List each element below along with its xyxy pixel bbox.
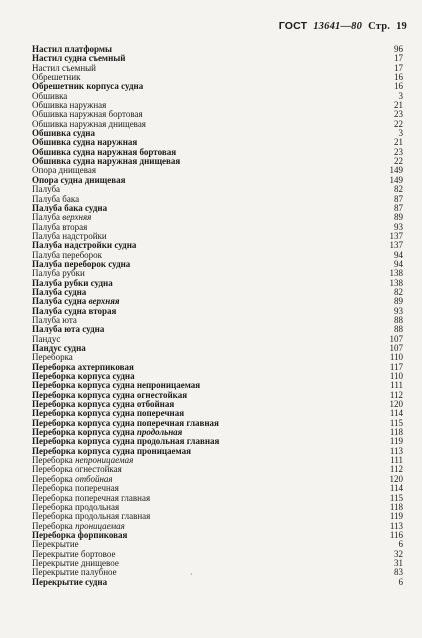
- entry-page-number: 107: [389, 343, 403, 353]
- entry-term-italic-part: проницаемая: [75, 520, 125, 531]
- entry-term-part: Палуба переборок: [32, 249, 103, 260]
- entry-term-part: Палуба: [32, 212, 63, 223]
- entry-page-number: 115: [389, 492, 403, 503]
- entry-term-part: Переборка форпиковая: [32, 529, 128, 540]
- entry-page-number: 113: [389, 445, 403, 456]
- entry-page-number: 87: [394, 202, 403, 213]
- entry-term-part: Пандус судна: [32, 343, 86, 353]
- entry-page-number: 114: [389, 408, 403, 419]
- entry-page-number: 82: [394, 286, 403, 297]
- entry-page-number: 120: [389, 473, 403, 484]
- entry-term-italic-part: продольная: [136, 427, 183, 438]
- entry-term-part: Палуба рубки судна: [32, 277, 113, 288]
- entry-page-number: 117: [389, 361, 403, 372]
- entry-page-number: 22: [394, 118, 403, 129]
- entry-term-part: Настил судна съемный: [32, 53, 126, 64]
- entry-page-number: 88: [394, 314, 403, 325]
- entry-term-part: Переборка корпуса судна непроницаемая: [32, 380, 201, 391]
- entry-term-part: Палуба переборок судна: [32, 258, 131, 269]
- index-entry: [32, 335, 403, 344]
- entry-page-number: 16: [394, 81, 403, 92]
- entry-term-part: Обрешетник: [32, 72, 81, 83]
- entry-term-part: Палуба надстройки: [32, 230, 107, 241]
- entry-term-part: Палуба судна: [32, 286, 87, 297]
- entry-term-part: Палуба юта судна: [32, 324, 105, 335]
- entry-term-part: Обрешетник корпуса судна: [32, 81, 144, 92]
- page-header: [279, 20, 407, 32]
- entry-page-number: 110: [389, 352, 403, 363]
- entry-page-number: 112: [389, 389, 403, 400]
- entry-page-number: 17: [394, 62, 403, 73]
- entry-page-number: 111: [390, 380, 403, 391]
- index-entry: [32, 82, 403, 91]
- entry-term-part: Опора судна днищевая: [32, 174, 126, 185]
- entry-page-number: 88: [394, 324, 403, 335]
- entry-page-number: 113: [389, 520, 403, 531]
- entry-term-part: Палуба бака судна: [32, 202, 108, 213]
- entry-page-number: 115: [389, 417, 403, 428]
- entry-page-number: 31: [394, 557, 403, 568]
- entry-term-part: Обшивка судна наружная: [32, 137, 138, 148]
- entry-term-part: Палуба вторая: [32, 221, 88, 232]
- entry-term-part: Перекрытие палубное: [32, 567, 117, 578]
- entry-page-number: 82: [394, 184, 403, 195]
- entry-page-number: 23: [394, 109, 403, 120]
- index-entry: [32, 307, 403, 316]
- entry-term-part: Перекрытие судна: [32, 576, 108, 587]
- entry-term-part: Переборка: [32, 473, 76, 484]
- entry-page-number: 87: [394, 193, 403, 204]
- entry-term-part: Перекрытие: [32, 539, 79, 550]
- entry-page-number: 3: [398, 128, 403, 139]
- entry-term-part: Переборка: [32, 455, 76, 466]
- index-entry: [32, 531, 403, 540]
- entry-term: [32, 578, 107, 587]
- entry-page-number: 114: [389, 483, 403, 494]
- entry-term-part: Переборка корпуса судна отбойная: [32, 399, 175, 410]
- entry-term-part: Обшивка наружная днищевая: [32, 118, 146, 129]
- entry-page-number: 23: [394, 146, 403, 157]
- entry-term-part: Переборка ахтерпиковая: [32, 361, 134, 372]
- entry-page-number: 6: [398, 576, 403, 587]
- entry-term-part: Обшивка наружная бортовая: [32, 109, 143, 120]
- entry-page-number: 119: [389, 436, 403, 447]
- entry-page-number: 17: [394, 53, 403, 64]
- index-entry: [32, 578, 403, 587]
- index-list: [32, 45, 403, 587]
- index-entry: [32, 64, 403, 73]
- entry-term-italic-part: отбойная: [75, 473, 113, 484]
- entry-term-part: Переборка огнестойкая: [32, 464, 122, 475]
- entry-page-number: 32: [394, 548, 403, 559]
- entry-page-number: 6: [398, 539, 403, 550]
- standard-label: ГОСТ: [278, 20, 308, 32]
- entry-page-number: 3: [398, 90, 403, 101]
- entry-page-number: 96: [394, 44, 403, 54]
- index-entry: [32, 279, 403, 288]
- entry-page-number: 110: [389, 371, 403, 382]
- entry-page-number: 119: [389, 511, 403, 522]
- entry-term-part: Переборка корпуса судна: [32, 427, 137, 438]
- entry-term-part: Переборка корпуса судна проницаемая: [32, 445, 191, 456]
- entry-term-part: Переборка корпуса судна поперечная главная: [32, 417, 219, 428]
- entry-page-number: 149: [389, 174, 403, 185]
- page-number: 19: [396, 21, 407, 32]
- entry-page-number: 138: [389, 268, 403, 279]
- entry-page-number: 137: [389, 240, 403, 251]
- entry-page-number: 21: [394, 100, 403, 111]
- entry-term-part: Обшивка судна наружная бортовая: [32, 146, 177, 157]
- entry-term-part: Палуба судна: [32, 296, 89, 307]
- entry-term-part: Переборка продольная главная: [32, 511, 151, 522]
- entry-term-part: Обшивка: [32, 90, 68, 101]
- entry-term-part: Настил платформы: [32, 44, 113, 54]
- index-entry: [32, 260, 403, 269]
- entry-page-number: 138: [389, 277, 403, 288]
- index-entry: [32, 213, 403, 222]
- entry-term-part: Обшивка наружная: [32, 100, 107, 111]
- page-label: Стр.: [368, 21, 391, 32]
- entry-page-number: 16: [394, 72, 403, 83]
- entry-term-part: Переборка корпуса судна продольная главная: [32, 436, 220, 447]
- entry-term-italic-part: верхняя: [62, 212, 92, 223]
- entry-page-number: 149: [389, 165, 403, 176]
- entry-term-part: Палуба: [32, 184, 61, 195]
- entry-page-number: 137: [389, 230, 403, 241]
- standard-number: 13641—80: [313, 21, 363, 32]
- entry-term-part: Переборка: [32, 520, 76, 531]
- entry-term-part: Перекрытие бортовое: [32, 548, 116, 559]
- entry-term-part: Пандус: [32, 333, 61, 344]
- entry-page-number: 21: [394, 137, 403, 148]
- index-entry: [32, 185, 403, 194]
- entry-page-number: 94: [394, 258, 403, 269]
- entry-page-number: 112: [389, 464, 403, 475]
- entry-term-part: Переборка корпуса судна: [32, 371, 135, 382]
- entry-term-part: Переборка корпуса судна поперечная: [32, 408, 185, 419]
- entry-page-number: 118: [389, 427, 403, 438]
- entry-page-number: 120: [389, 399, 403, 410]
- entry-term-part: Опора днищевая: [32, 165, 96, 176]
- entry-page-number: 94: [394, 249, 403, 260]
- entry-term-part: Перекрытие днищевое: [32, 557, 119, 568]
- entry-term-part: Настил съемный: [32, 62, 96, 73]
- entry-page-number: 116: [389, 529, 403, 540]
- entry-term-part: Обшивка судна наружная днищевая: [32, 156, 181, 167]
- entry-term-part: Переборка поперечная: [32, 483, 119, 494]
- entry-term-part: Обшивка судна: [32, 128, 95, 139]
- entry-page-number: 107: [389, 333, 403, 344]
- scan-dot-mark: ·: [190, 570, 193, 579]
- entry-term-part: Переборка поперечная главная: [32, 492, 151, 503]
- entry-page-number: 118: [389, 501, 403, 512]
- entry-term-part: Палуба судна вторая: [32, 305, 117, 316]
- entry-page-number: 93: [394, 221, 403, 232]
- entry-term-part: Переборка продольная: [32, 501, 120, 512]
- entry-term-part: Переборка: [32, 352, 73, 363]
- entry-term-part: Переборка корпуса судна огнестойкая: [32, 389, 188, 400]
- index-entry: [32, 176, 403, 185]
- entry-page-number: 89: [394, 296, 403, 307]
- index-entry: [32, 344, 403, 353]
- entry-term-part: Палуба рубки: [32, 268, 85, 279]
- entry-term-italic-part: верхняя: [88, 296, 120, 307]
- index-entry: [32, 325, 403, 334]
- entry-term-part: Палуба юта: [32, 314, 77, 325]
- entry-page-number: 111: [390, 455, 403, 466]
- entry-term-italic-part: непроницаемая: [75, 455, 134, 466]
- entry-page-number: 89: [394, 212, 403, 223]
- entry-page-number: 22: [394, 156, 403, 167]
- entry-term-part: Палуба бака: [32, 193, 80, 204]
- entry-page-number: 93: [394, 305, 403, 316]
- entry-term-part: Палуба надстройки судна: [32, 240, 137, 251]
- entry-page-number: 83: [394, 567, 403, 578]
